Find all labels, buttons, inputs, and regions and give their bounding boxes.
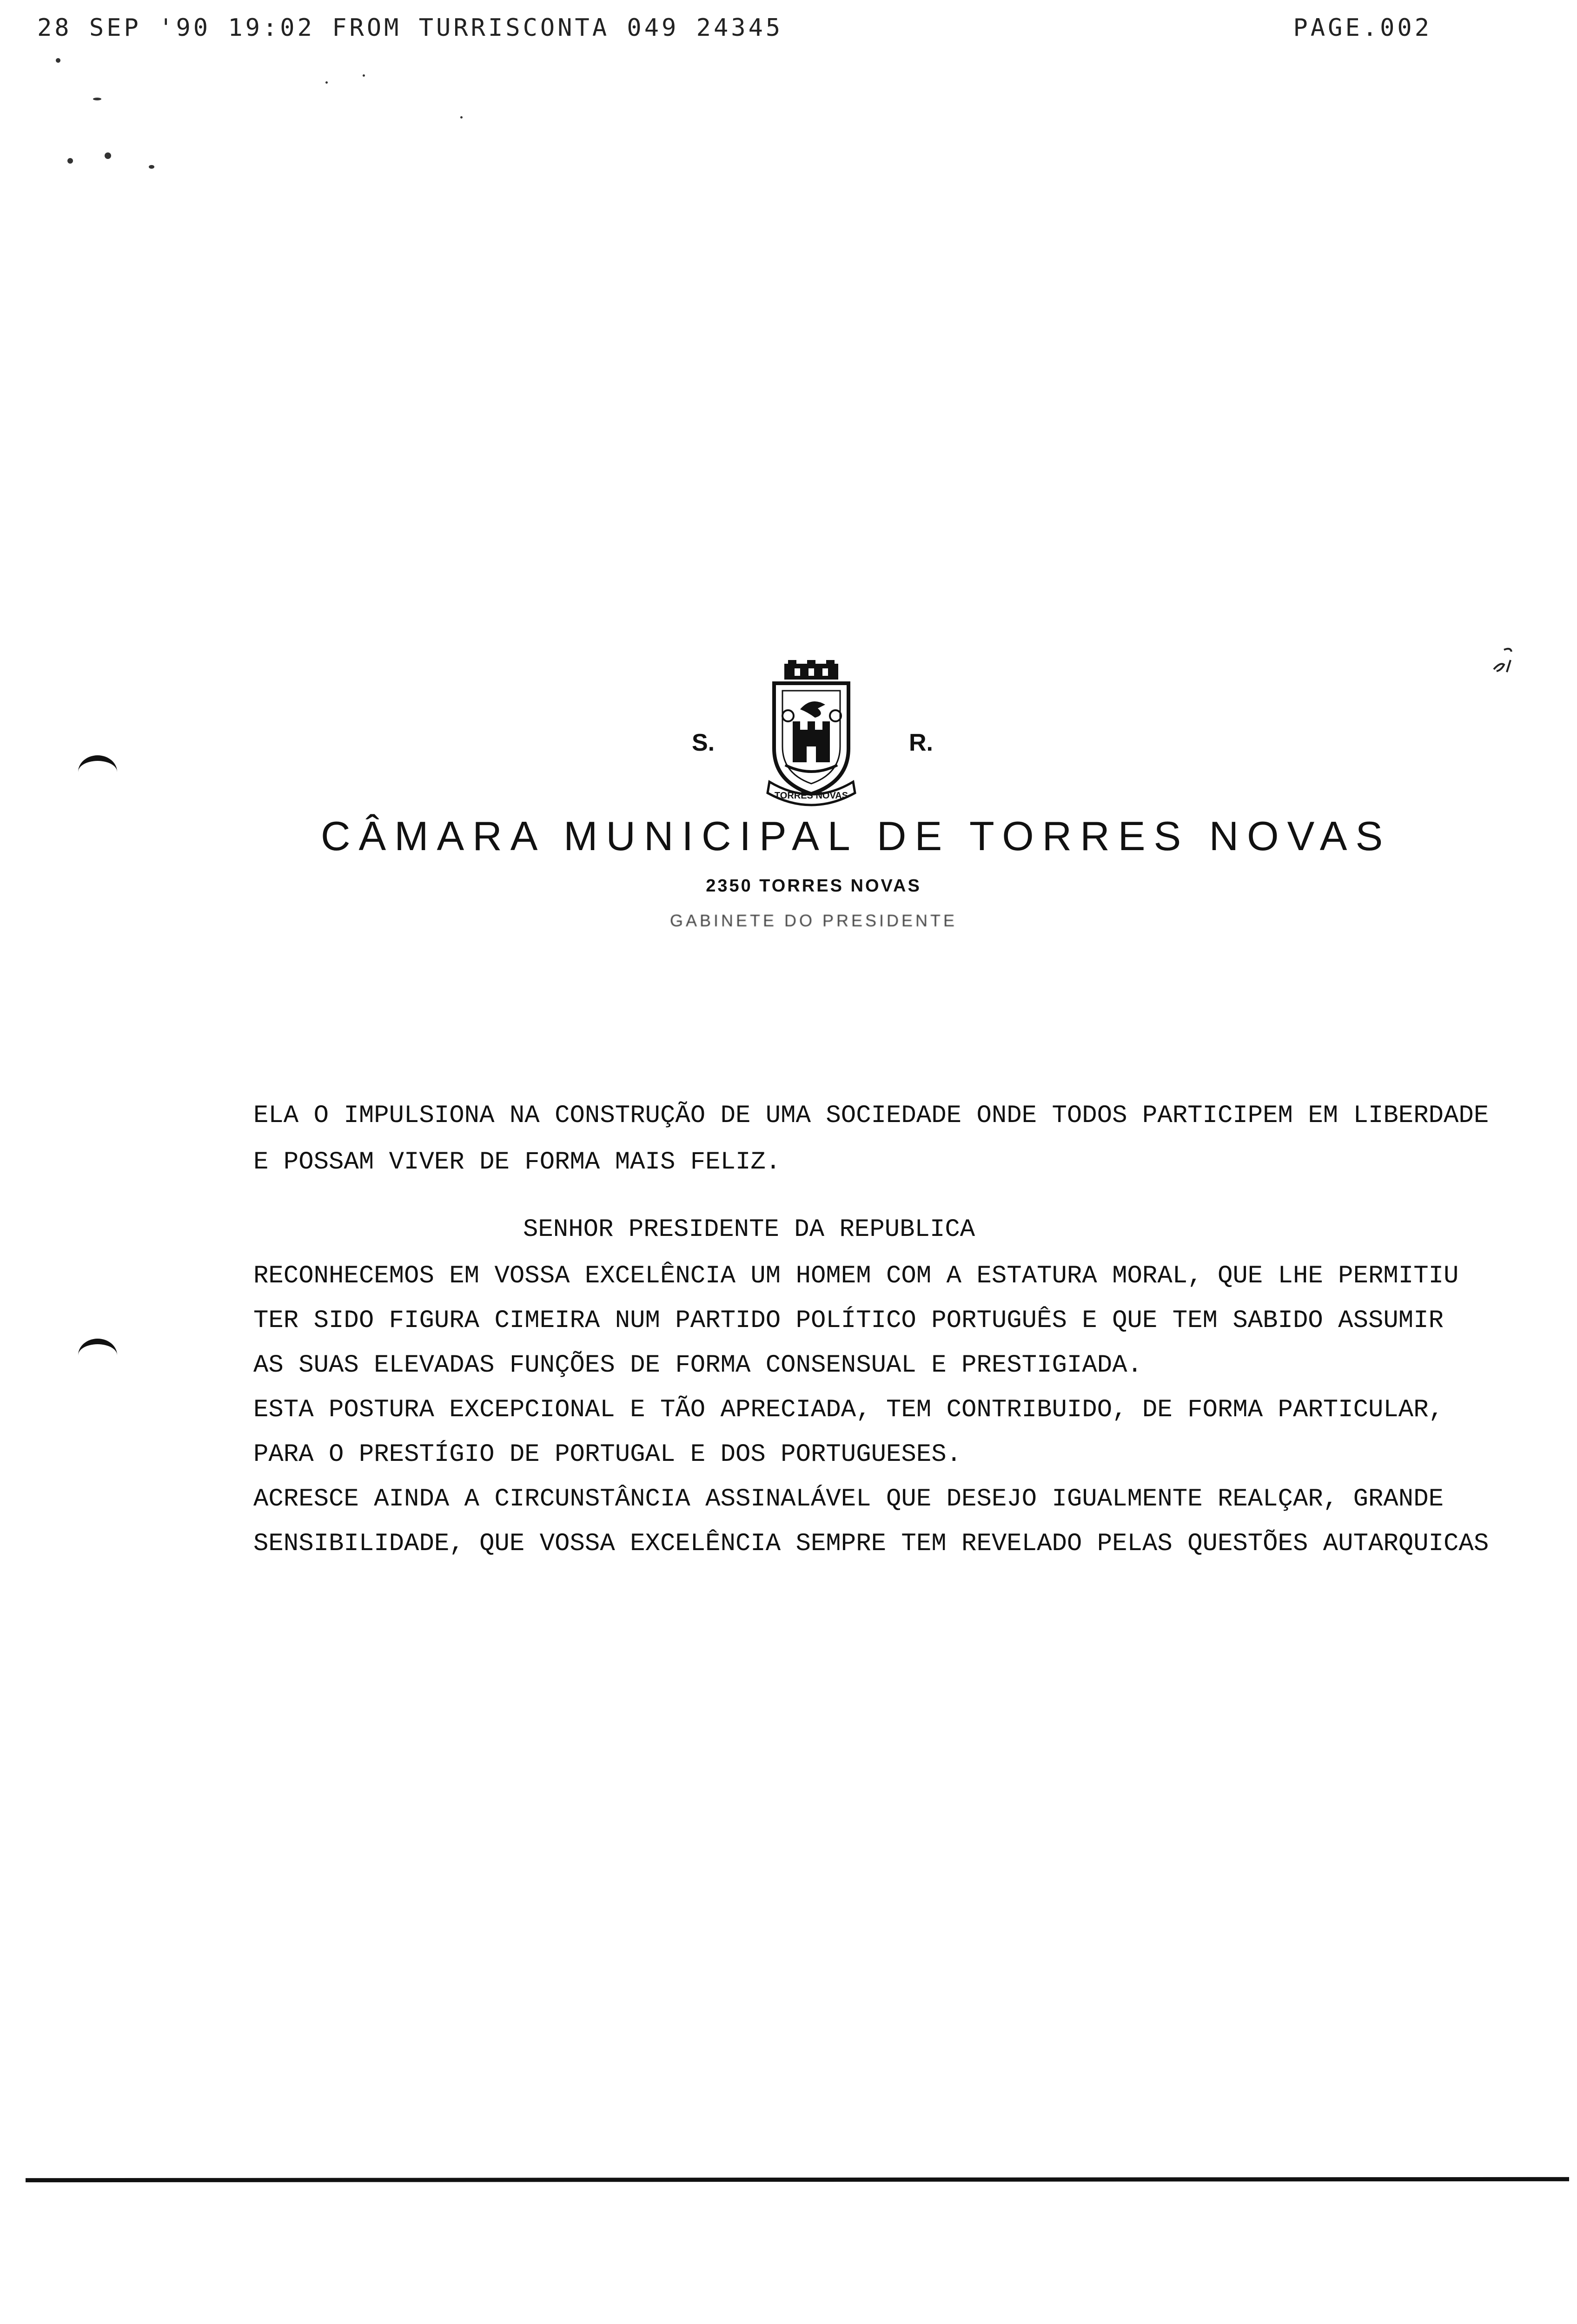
paragraph-line: AS SUAS ELEVADAS FUNÇÕES DE FORMA CONSENSUAL E PRESTIGIADA. <box>253 1351 1142 1380</box>
paragraph-line: TER SIDO FIGURA CIMEIRA NUM PARTIDO POLÍTICO PORTUGUÊS E QUE TEM SABIDO ASSUMIR <box>253 1307 1444 1335</box>
organization-department: GABINETE DO PRESIDENTE <box>669 911 958 930</box>
organization-name: CÂMARA MUNICIPAL DE TORRES NOVAS <box>321 813 1391 859</box>
scan-speck <box>67 158 73 164</box>
punch-hole-mark-lower <box>78 1339 117 1372</box>
letter-line: E POSSAM VIVER DE FORMA MAIS FELIZ. <box>253 1148 781 1176</box>
scan-speck <box>56 58 60 63</box>
r-mark: R. <box>909 729 933 756</box>
fax-page-number: PAGE.002 <box>1293 14 1432 42</box>
paragraph-line: ESTA POSTURA EXCEPCIONAL E TÃO APRECIADA, TEM CONTRIBUIDO, DE FORMA PARTICULAR, <box>253 1396 1444 1424</box>
s-mark: S. <box>692 729 715 756</box>
paragraph-line: SENSIBILIDADE, QUE VOSSA EXCELÊNCIA SEMPRE TEM REVELADO PELAS QUESTÕES AUTARQUICAS <box>253 1530 1489 1558</box>
scan-speck <box>149 165 154 169</box>
paragraph-line: RECONHECEMOS EM VOSSA EXCELÊNCIA UM HOMEM COM A ESTATURA MORAL, QUE LHE PERMITIU <box>253 1262 1459 1290</box>
letterhead <box>0 660 1577 948</box>
scan-speck <box>363 74 365 77</box>
scan-speck <box>325 81 328 84</box>
horizontal-rule <box>26 2177 1569 2182</box>
coat-of-arms-icon <box>755 660 867 809</box>
fax-transmission-info: 28 SEP '90 19:02 FROM TURRISCONTA 049 24345 <box>37 14 783 42</box>
fax-header <box>37 14 1432 56</box>
letter-line: ELA O IMPULSIONA NA CONSTRUÇÃO DE UMA SOCIEDADE ONDE TODOS PARTICIPEM EM LIBERDADE <box>253 1102 1489 1130</box>
paragraph-line: ACRESCE AINDA A CIRCUNSTÂNCIA ASSINALÁVEL QUE DESEJO IGUALMENTE REALÇAR, GRANDE <box>253 1485 1444 1513</box>
scan-speck <box>460 116 463 119</box>
organization-address: 2350 TORRES NOVAS <box>706 876 921 896</box>
letter-body <box>253 1102 1555 1574</box>
scan-speck <box>93 98 101 100</box>
crest-banner-text: TORRES NOVAS <box>774 791 848 801</box>
scan-speck <box>105 152 111 159</box>
salutation: SENHOR PRESIDENTE DA REPUBLICA <box>523 1215 975 1244</box>
paragraph-line: PARA O PRESTÍGIO DE PORTUGAL E DOS PORTUGUESES. <box>253 1440 962 1469</box>
